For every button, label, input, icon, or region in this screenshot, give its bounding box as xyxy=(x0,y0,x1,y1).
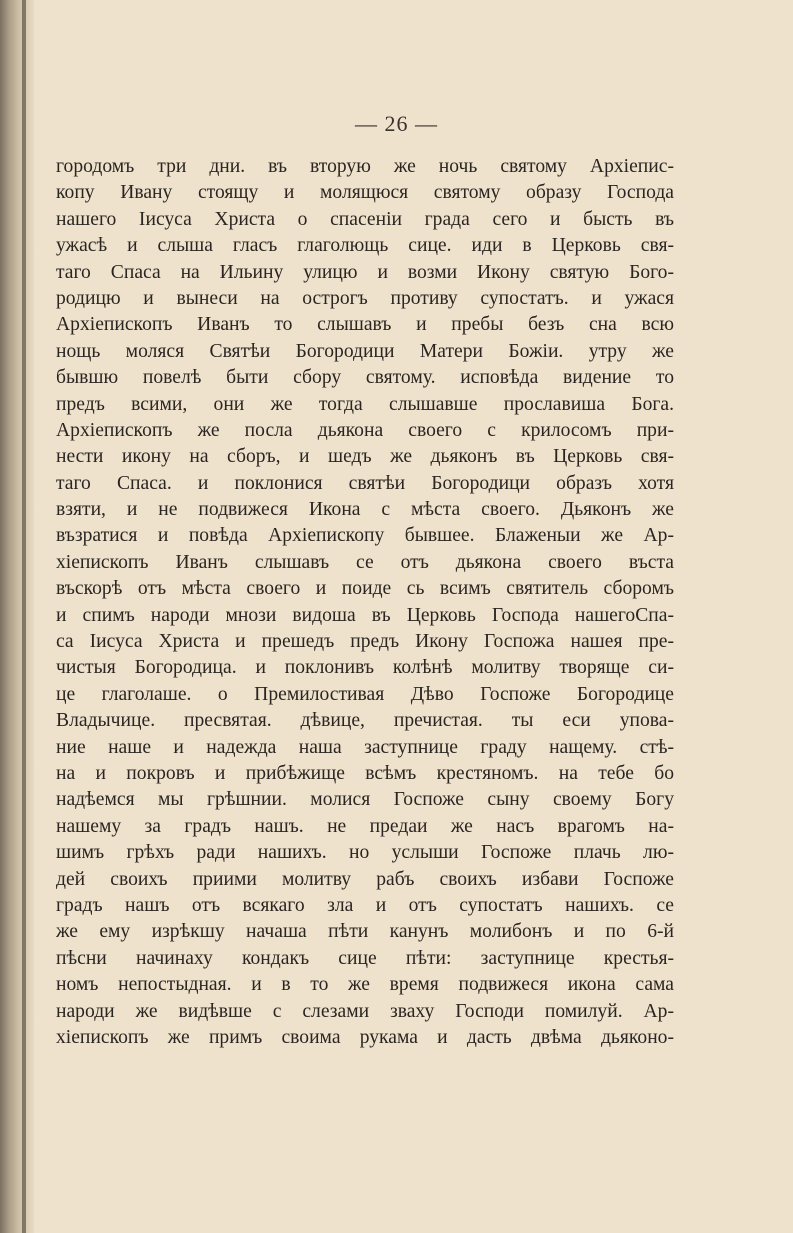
book-spine-shadow xyxy=(0,0,34,1233)
text-line: народи же видѣвше с слезами зваху Господи помилуй. Ар- xyxy=(56,1000,674,1022)
text-line: Архіепископъ Иванъ то слышавъ и пребы безъ сна всю xyxy=(56,314,674,336)
text-line: чистыя Богородица. и поклонивъ колѣнѣ молитву творяще си- xyxy=(56,657,674,679)
text-line: въскорѣ отъ мѣста своего и поиде сь всимъ святитель сборомъ xyxy=(56,578,674,600)
text-line: ние наше и надежда наша заступнице граду нащему. стѣ- xyxy=(56,736,674,758)
text-line: са Іисуса Христа и прешедъ предъ Икону Госпожа нашея пре- xyxy=(56,631,674,653)
text-line: предъ всими, они же тогда слышавше прославиша Бога. xyxy=(56,393,674,415)
text-line: градъ нашъ отъ всякаго зла и отъ супостатъ нашихъ. се xyxy=(56,894,674,916)
text-line: же ему изрѣкшу начаша пѣти канунъ молибонъ и по 6-й xyxy=(56,921,674,943)
page-number: — 26 — xyxy=(355,111,438,136)
text-line: на и покровъ и прибѣжище всѣмъ крестяномъ. на тебе бо xyxy=(56,762,674,784)
text-line: таго Спаса. и поклонися святѣи Богородици образъ хотя xyxy=(56,472,674,494)
text-line: це глаголаше. о Премилостивая Дѣво Госпоже Богородице xyxy=(56,683,674,705)
text-line: шимъ грѣхъ ради нашихъ. но услыши Госпоже плачь лю- xyxy=(56,842,674,864)
text-line: бывшю повелѣ быти сбору святому. исповѣда видение то xyxy=(56,367,674,389)
binding-edge xyxy=(22,0,26,1233)
page-body-text xyxy=(56,154,674,1051)
text-line: надѣемся мы грѣшнии. молися Госпоже сыну своему Богу xyxy=(56,789,674,811)
text-line: дей своихъ приими молитву рабъ своихъ избави Госпоже xyxy=(56,868,674,890)
text-line: номъ непостыдная. и в то же время подвижеся икона сама xyxy=(56,974,674,996)
text-line: хіепископъ же примъ своима рукама и дасть двѣма дьяконо- xyxy=(56,1026,674,1048)
text-line: нашему за градъ нашъ. не предаи же насъ врагомъ на- xyxy=(56,815,674,837)
text-line: взяти, и не подвижеся Икона с мѣста своего. Дьяконъ же xyxy=(56,499,674,521)
text-line: пѣсни начинаху кондакъ сице пѣти: заступнице крестья- xyxy=(56,947,674,969)
text-line: възратися и повѣда Архіепископу бывшее. Блаженыи же Ар- xyxy=(56,525,674,547)
text-line: и спимъ народи мнози видоша въ Церковь Господа нашегоСпа- xyxy=(56,604,674,626)
text-line: Архіепископъ же посла дьякона своего с крилосомъ при- xyxy=(56,419,674,441)
text-line: хіепископъ Иванъ слышавъ се отъ дьякона своего въста xyxy=(56,551,674,573)
text-line: Владычице. пресвятая. дѣвице, пречистая. ты еси упова- xyxy=(56,710,674,732)
text-line: родицю и вынеси на острогъ противу супостатъ. и ужася xyxy=(56,287,674,309)
text-line: ужасѣ и слыша гласъ глаголющь сице. иди в Церковь свя- xyxy=(56,235,674,257)
text-line: городомъ три дни. въ вторую же ночь святому Архіепис- xyxy=(56,156,674,177)
text-line: нести икону на сборъ, и шедъ же дьяконъ въ Церковь свя- xyxy=(56,446,674,468)
text-line: таго Спаса на Ильину улицю и возми Икону святую Бого- xyxy=(56,261,674,283)
text-line: нашего Іисуса Христа о спасеніи града сего и бысть въ xyxy=(56,208,674,230)
text-line: нощь моляся Святѣи Богородици Матери Божіи. утру же xyxy=(56,340,674,362)
text-line: копу Ивану стоящу и молящюся святому образу Господа xyxy=(56,182,674,204)
